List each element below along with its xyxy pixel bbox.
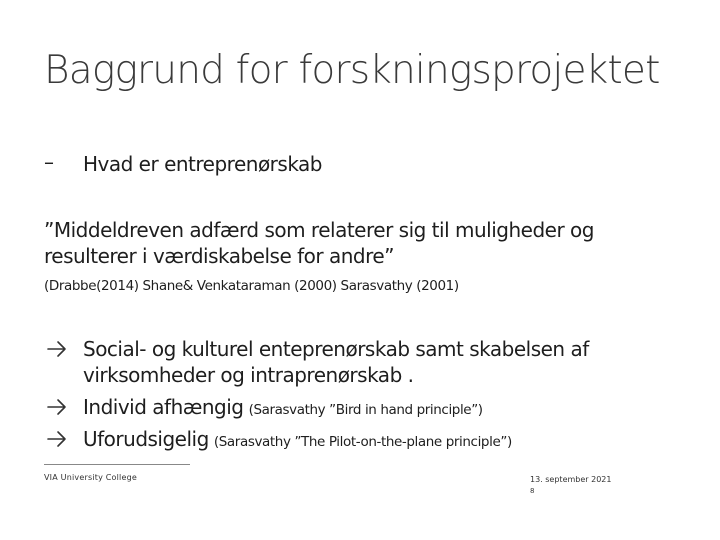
- footer-divider: [44, 464, 190, 465]
- dash-item-text: Hvad er entreprenørskab: [83, 152, 322, 176]
- quote-line-1: ”Middeldreven adfærd som relaterer sig til muligheder og: [44, 218, 594, 242]
- definition-quote: [44, 217, 594, 269]
- dash-bullet: –: [44, 150, 54, 174]
- arrow-right-icon: [46, 338, 68, 360]
- arrow-right-icon: [46, 428, 68, 450]
- arrow-item-content: [83, 427, 512, 451]
- quote-line-2: resulterer i værdiskabelse for andre”: [44, 244, 395, 268]
- arrow-item-main: Individ afhængig: [83, 395, 244, 419]
- footer-organization: VIA University College: [44, 473, 137, 482]
- references: (Drabbe(2014) Shane& Venkataraman (2000) Sarasvathy (2001): [44, 278, 459, 294]
- arrow-item-content: [83, 395, 483, 419]
- slide-title: Baggrund for forskningsprojektet: [44, 48, 660, 93]
- arrow-item-note: (Sarasvathy ”Bird in hand principle”): [248, 402, 483, 418]
- page-number: 8: [530, 487, 535, 495]
- arrow-item-line-2: virksomheder og intraprenørskab .: [83, 363, 414, 387]
- arrow-right-icon: [46, 396, 68, 418]
- footer-date: 13. september 2021: [530, 475, 612, 484]
- arrow-item-line-1: Social- og kulturel enteprenørskab samt skabelsen af: [83, 337, 589, 361]
- arrow-item-note: (Sarasvathy ”The Pilot-on-the-plane principle”): [213, 434, 512, 450]
- arrow-item-main: Uforudsigelig: [83, 427, 209, 451]
